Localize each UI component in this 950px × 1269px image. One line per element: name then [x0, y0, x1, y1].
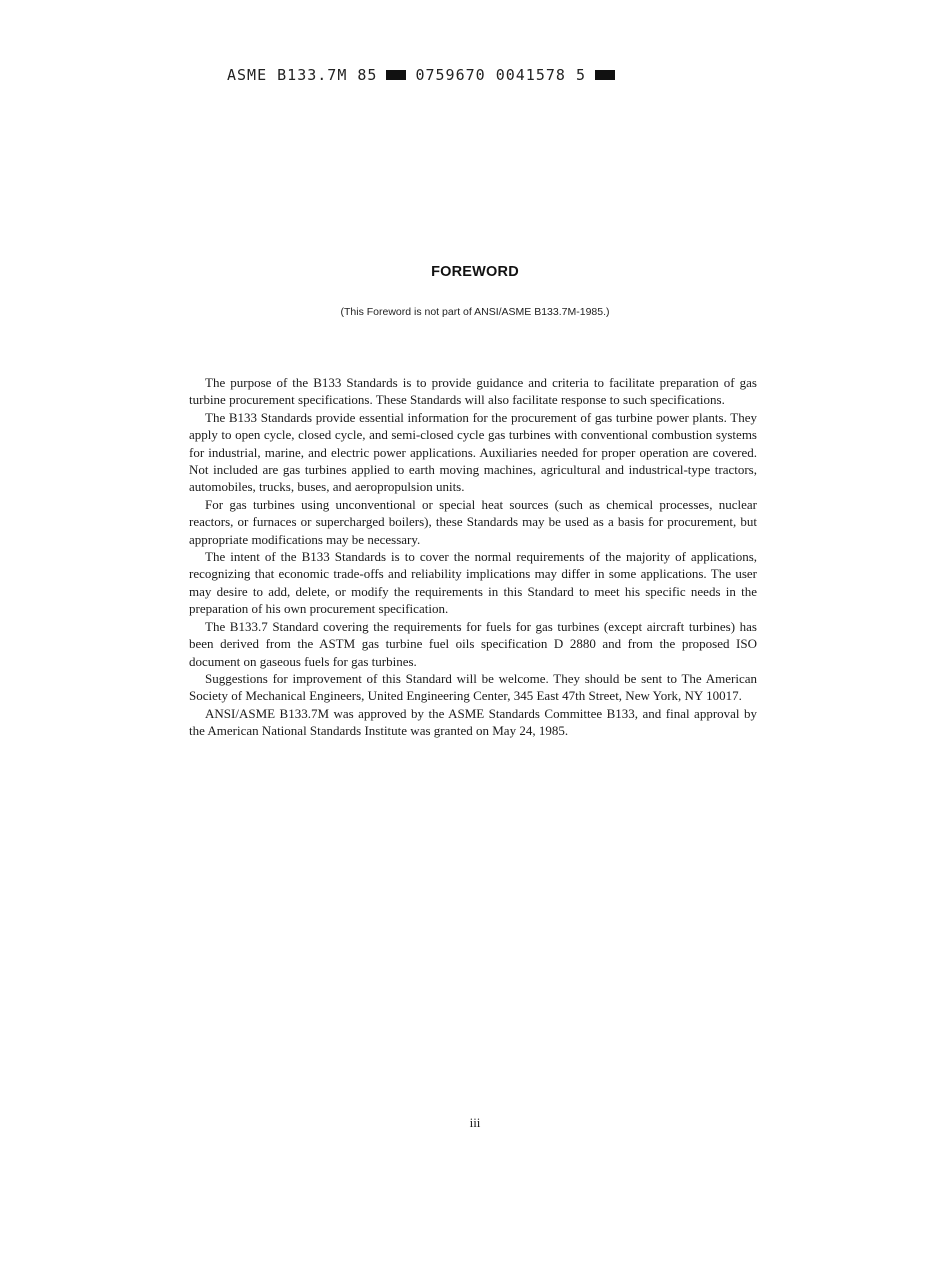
document-code-header: [227, 66, 615, 84]
foreword-paragraph: ANSI/ASME B133.7M was approved by the ASME Standards Committee B133, and final approval by the American National Standards Institute was granted on May 24, 1985.: [189, 705, 757, 739]
foreword-paragraph: The intent of the B133 Standards is to cover the normal requirements of the majority of applications, recognizing that economic trade-offs and reliability implications may differ in some applications. The user may desire to add, delete, or modify the requirements in this Standard to meet his specific needs in the preparation of his own procurement specification.: [189, 549, 757, 617]
foreword-paragraph: For gas turbines using unconventional or special heat sources (such as chemical processes, nuclear reactors, or furnaces or supercharged boilers), these Standards may be used as a basis for procurement, but appropriate modifications may be necessary.: [189, 496, 757, 547]
page-number: iii: [469, 1115, 481, 1130]
foreword-title: FOREWORD: [431, 264, 519, 280]
black-bar-mark: [595, 70, 615, 80]
foreword-subtitle: (This Foreword is not part of ANSI/ASME B133.7M-1985.): [340, 306, 610, 318]
foreword-paragraph: The purpose of the B133 Standards is to provide guidance and criteria to facilitate preparation of gas turbine procurement specifications. These Standards will also facilitate response to such specifications.: [189, 375, 757, 408]
foreword-paragraph: The B133.7 Standard covering the requirements for fuels for gas turbines (except aircraft turbines) has been derived from the ASTM gas turbine fuel oils specification D 2880 and from the proposed ISO document on gaseous fuels for gas turbines.: [189, 618, 757, 669]
foreword-paragraph: Suggestions for improvement of this Standard will be welcome. They should be sent to The American Society of Mechanical Engineers, United Engineering Center, 345 East 47th Street, New York, NY 10017.: [189, 670, 757, 704]
black-bar-mark: [386, 70, 406, 80]
foreword-paragraph: The B133 Standards provide essential information for the procurement of gas turbine power plants. They apply to open cycle, closed cycle, and semi-closed cycle gas turbines with conventional combustion systems for industrial, marine, and electric power applications. Auxiliaries needed for proper operation are covered. Not included are gas turbines applied to earth moving machines, agricultural and industrical-type tractors, automobiles, trucks, buses, and aeropropulsion units.: [189, 409, 757, 495]
foreword-body: [189, 374, 757, 740]
document-code-part1: ASME B133.7M 85: [227, 66, 378, 84]
document-code-part2: 0759670 0041578 5: [415, 66, 586, 84]
